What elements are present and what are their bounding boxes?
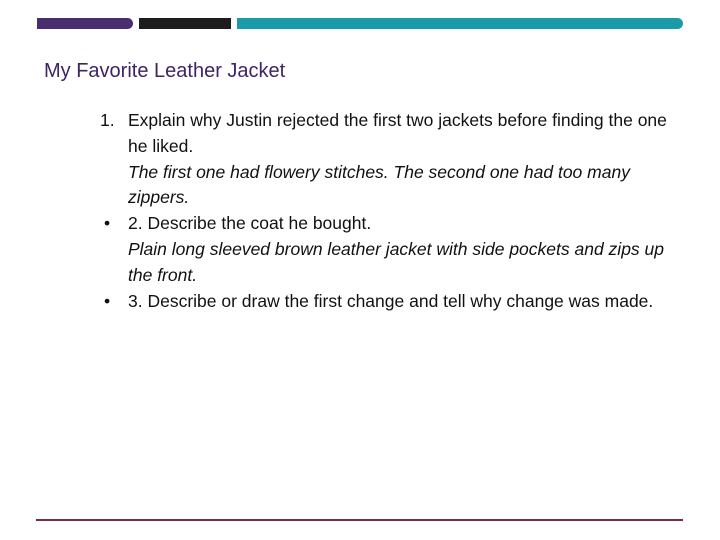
question-text: 3. Describe or draw the first change and tell why change was made. [128,290,654,311]
slide-content [100,108,680,314]
question-item-2 [100,211,680,288]
list-number: 1. [100,110,115,130]
question-item-3 [100,289,680,315]
header-bar-teal [237,18,683,29]
bullet-icon: • [104,213,111,234]
header-bar-dark [139,18,231,29]
footer-divider [36,519,683,521]
question-text: Explain why Justin rejected the first two jackets before finding the one he liked. [128,110,667,156]
answer-text: The first one had flowery stitches. The second one had too many zippers. [128,161,630,208]
answer-text: Plain long sleeved brown leather jacket with side pockets and zips up the front. [128,238,665,285]
question-item-1 [100,108,680,211]
header-bar-purple [37,18,133,29]
slide-title: My Favorite Leather Jacket [44,60,286,82]
bullet-icon: • [104,290,111,311]
question-text: 2. Describe the coat he bought. [128,213,372,234]
